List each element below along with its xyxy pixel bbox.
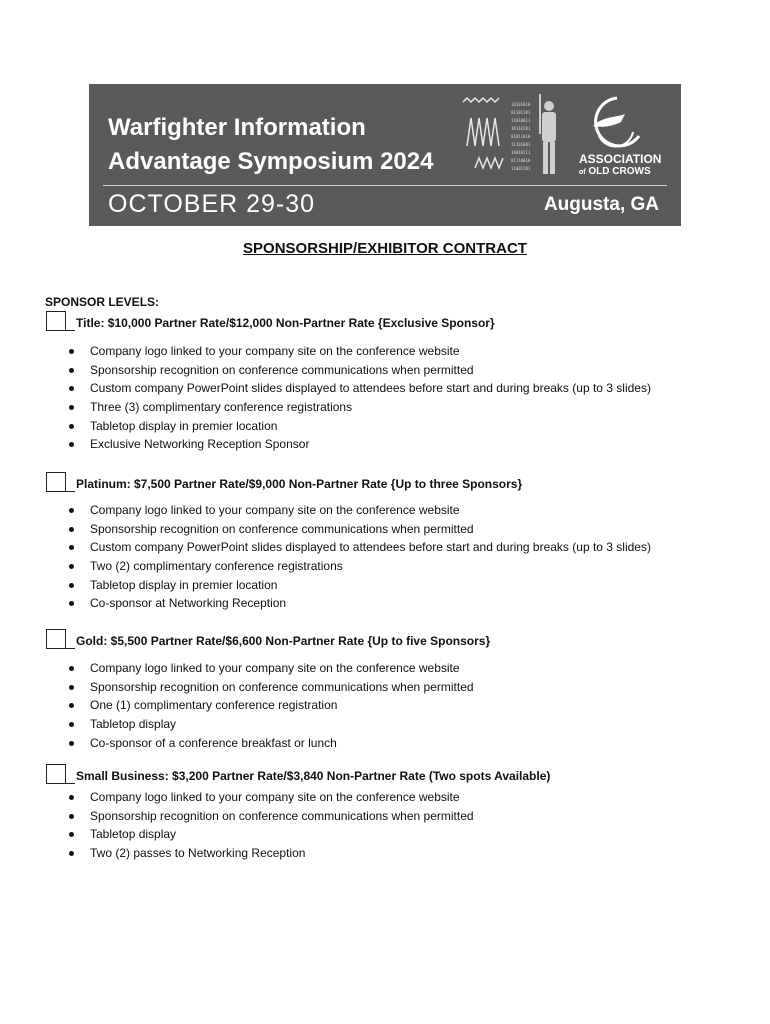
list-item: Tabletop display in premier location: [45, 417, 745, 436]
list-item: Tabletop display in premier location: [45, 576, 745, 595]
bullet-icon: [69, 508, 74, 513]
list-item: Company logo linked to your company site on the conference website: [45, 342, 745, 361]
level-label: Platinum: $7,500 Partner Rate/$9,000 Non-Partner Rate {Up to three Sponsors}: [76, 477, 523, 491]
bullet-icon: [69, 405, 74, 410]
list-item: Two (2) passes to Networking Reception: [45, 844, 745, 863]
fill-line: [66, 330, 75, 331]
list-item: Sponsorship recognition on conference communications when permitted: [45, 361, 745, 380]
level-header: [45, 311, 745, 335]
benefit-list: [45, 659, 745, 752]
list-item: Sponsorship recognition on conference communications when permitted: [45, 807, 745, 826]
bullet-icon: [69, 685, 74, 690]
sponsor-levels-heading: SPONSOR LEVELS:: [45, 295, 160, 309]
fill-line: [66, 648, 75, 649]
bullet-icon: [69, 583, 74, 588]
svg-text:10110101: 10110101: [511, 126, 531, 131]
sponsor-level-gold: [45, 629, 745, 752]
level-header: [45, 629, 745, 653]
event-title-line1: Warfighter Information: [108, 114, 366, 141]
list-item: Co-sponsor of a conference breakfast or lunch: [45, 734, 745, 753]
org-name-line2: [579, 166, 651, 177]
benefit-list: [45, 342, 745, 454]
svg-text:10010111: 10010111: [511, 150, 531, 155]
list-item: Custom company PowerPoint slides displayed to attendees before start and during breaks (up to 3 slides): [45, 538, 745, 557]
bullet-icon: [69, 703, 74, 708]
bullet-icon: [69, 741, 74, 746]
sponsor-level-title: [45, 311, 745, 454]
level-label: Gold: $5,500 Partner Rate/$6,600 Non-Partner Rate {Up to five Sponsors}: [76, 634, 491, 648]
bullet-icon: [69, 795, 74, 800]
list-item: Tabletop display: [45, 825, 745, 844]
list-item: Three (3) complimentary conference registrations: [45, 398, 745, 417]
benefit-list: [45, 788, 745, 863]
svg-text:10101010: 10101010: [511, 102, 531, 107]
list-item: Company logo linked to your company site on the conference website: [45, 788, 745, 807]
list-item: Sponsorship recognition on conference communications when permitted: [45, 678, 745, 697]
sponsor-level-platinum: [45, 472, 745, 613]
bullet-icon: [69, 349, 74, 354]
level-label: Title: $10,000 Partner Rate/$12,000 Non-Partner Rate {Exclusive Sponsor}: [76, 316, 495, 330]
bullet-icon: [69, 564, 74, 569]
org-name-prefix: of: [579, 169, 586, 176]
level-header: [45, 764, 745, 788]
bullet-icon: [69, 386, 74, 391]
svg-text:01110010: 01110010: [511, 158, 531, 163]
bullet-icon: [69, 442, 74, 447]
fill-line: [66, 783, 75, 784]
event-title-line2: Advantage Symposium 2024: [108, 148, 434, 175]
org-name-line1: ASSOCIATION: [579, 152, 662, 166]
list-item: One (1) complimentary conference registration: [45, 696, 745, 715]
sponsor-level-checkbox[interactable]: [46, 472, 66, 492]
bullet-icon: [69, 601, 74, 606]
svg-text:11101001: 11101001: [511, 142, 531, 147]
bullet-icon: [69, 424, 74, 429]
bullet-icon: [69, 832, 74, 837]
banner-divider: [103, 185, 667, 186]
signal-soldier-icon: [461, 88, 573, 180]
event-dates: OCTOBER 29-30: [108, 190, 316, 218]
bullet-icon: [69, 666, 74, 671]
benefit-list: [45, 501, 745, 613]
event-banner: [89, 84, 681, 226]
org-name-main: OLD CROWS: [588, 166, 651, 177]
list-item: Company logo linked to your company site on the conference website: [45, 659, 745, 678]
fill-line: [66, 491, 75, 492]
list-item: Two (2) complimentary conference registrations: [45, 557, 745, 576]
bullet-icon: [69, 527, 74, 532]
list-item: Exclusive Networking Reception Sponsor: [45, 435, 745, 454]
sponsor-level-checkbox[interactable]: [46, 629, 66, 649]
bullet-icon: [69, 368, 74, 373]
svg-text:11001101: 11001101: [511, 166, 531, 171]
sponsor-level-small-business: [45, 764, 745, 863]
bullet-icon: [69, 814, 74, 819]
list-item: Tabletop display: [45, 715, 745, 734]
sponsor-level-checkbox[interactable]: [46, 311, 66, 331]
sponsor-level-checkbox[interactable]: [46, 764, 66, 784]
list-item: Co-sponsor at Networking Reception: [45, 594, 745, 613]
level-header: [45, 472, 745, 496]
svg-text:11010011: 11010011: [511, 118, 531, 123]
svg-text:01011010: 01011010: [511, 134, 531, 139]
list-item: Company logo linked to your company site on the conference website: [45, 501, 745, 520]
bullet-icon: [69, 545, 74, 550]
list-item: Custom company PowerPoint slides displayed to attendees before start and during breaks (up to 3 slides): [45, 379, 745, 398]
svg-text:01101101: 01101101: [511, 110, 531, 115]
level-label: Small Business: $3,200 Partner Rate/$3,840 Non-Partner Rate (Two spots Available): [76, 769, 551, 783]
old-crows-logo-icon: [579, 96, 649, 148]
contract-title: SPONSORSHIP/EXHIBITOR CONTRACT: [243, 240, 527, 257]
bullet-icon: [69, 722, 74, 727]
bullet-icon: [69, 851, 74, 856]
list-item: Sponsorship recognition on conference communications when permitted: [45, 520, 745, 539]
event-location: Augusta, GA: [543, 194, 659, 215]
